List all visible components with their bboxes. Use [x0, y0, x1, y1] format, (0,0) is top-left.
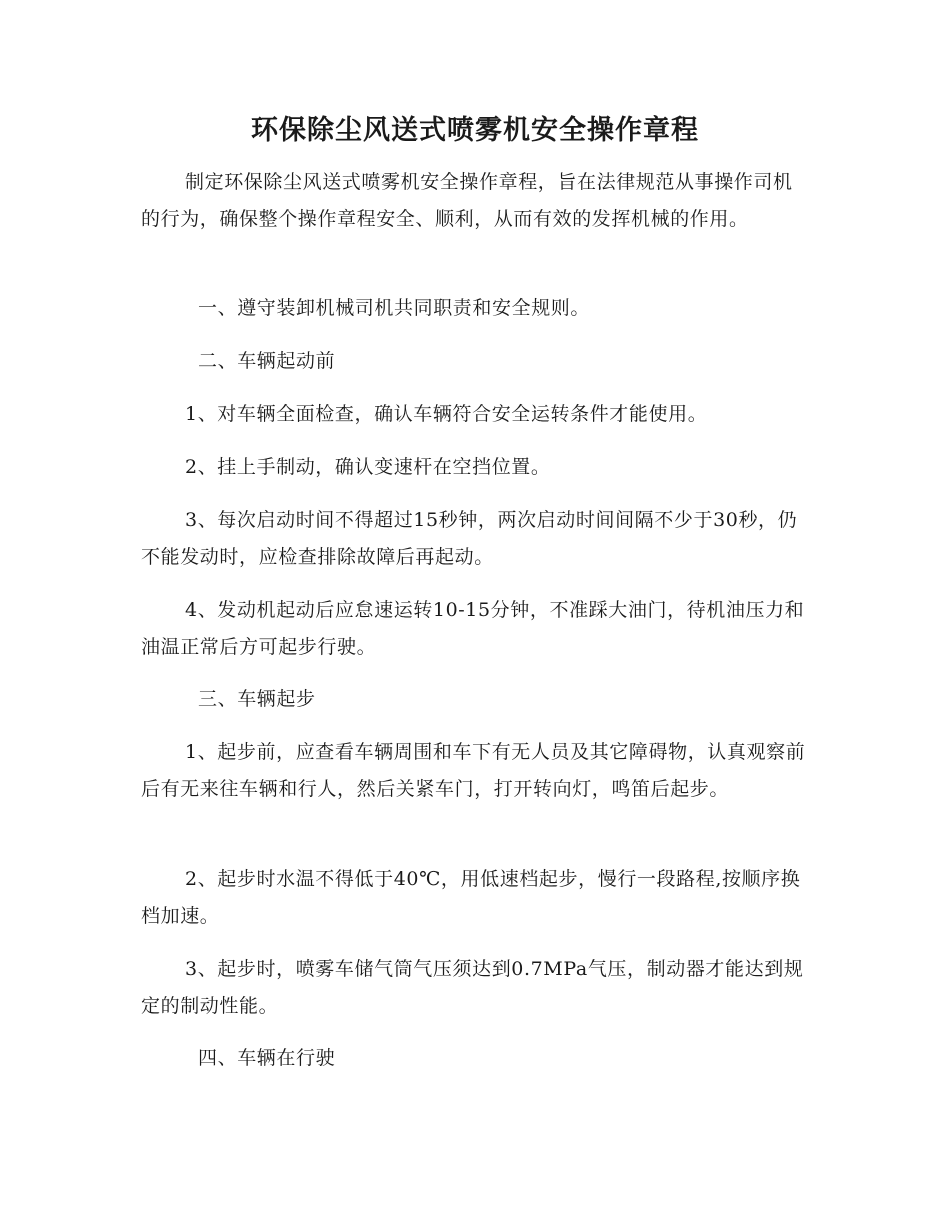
section-1-paragraph: 一、遵守装卸机械司机共同职责和安全规则。 [198, 297, 591, 319]
section-3-heading: 三、车辆起步 [198, 688, 316, 710]
section-4-heading: 四、车辆在行驶 [198, 1047, 336, 1069]
section-3-item-2: 2、起步时水温不得低于40℃，用低速档起步，慢行一段路程,按顺序换档加速。 [141, 868, 801, 927]
document-title: 环保除尘风送式喷雾机安全操作章程 [251, 115, 699, 146]
section-2-item-2: 2、挂上手制动，确认变速杆在空挡位置。 [185, 456, 551, 478]
section-2-item-4: 4、发动机起动后应怠速运转10-15分钟，不准踩大油门，待机油压力和油温正常后方可起步行驶。 [141, 599, 805, 658]
section-3-item-1: 1、起步前，应查看车辆周围和车下有无人员及其它障碍物，认真观察前后有无来往车辆和行人，然后关紧车门，打开转向灯，鸣笛后起步。 [141, 741, 806, 800]
intro-paragraph: 制定环保除尘风送式喷雾机安全操作章程，旨在法律规范从事操作司机的行为，确保整个操作章程安全、顺利，从而有效的发挥机械的作用。 [141, 171, 793, 230]
section-2-item-1: 1、对车辆全面检查，确认车辆符合安全运转条件才能使用。 [185, 403, 708, 425]
section-2-item-3: 3、每次启动时间不得超过15秒钟，两次启动时间间隔不少于30秒，仍不能发动时，应检查排除故障后再起动。 [141, 509, 798, 568]
section-3-item-3: 3、起步时，喷雾车储气筒气压须达到0.7MPa气压，制动器才能达到规定的制动性能。 [141, 958, 804, 1017]
section-2-heading: 二、车辆起动前 [198, 350, 336, 372]
